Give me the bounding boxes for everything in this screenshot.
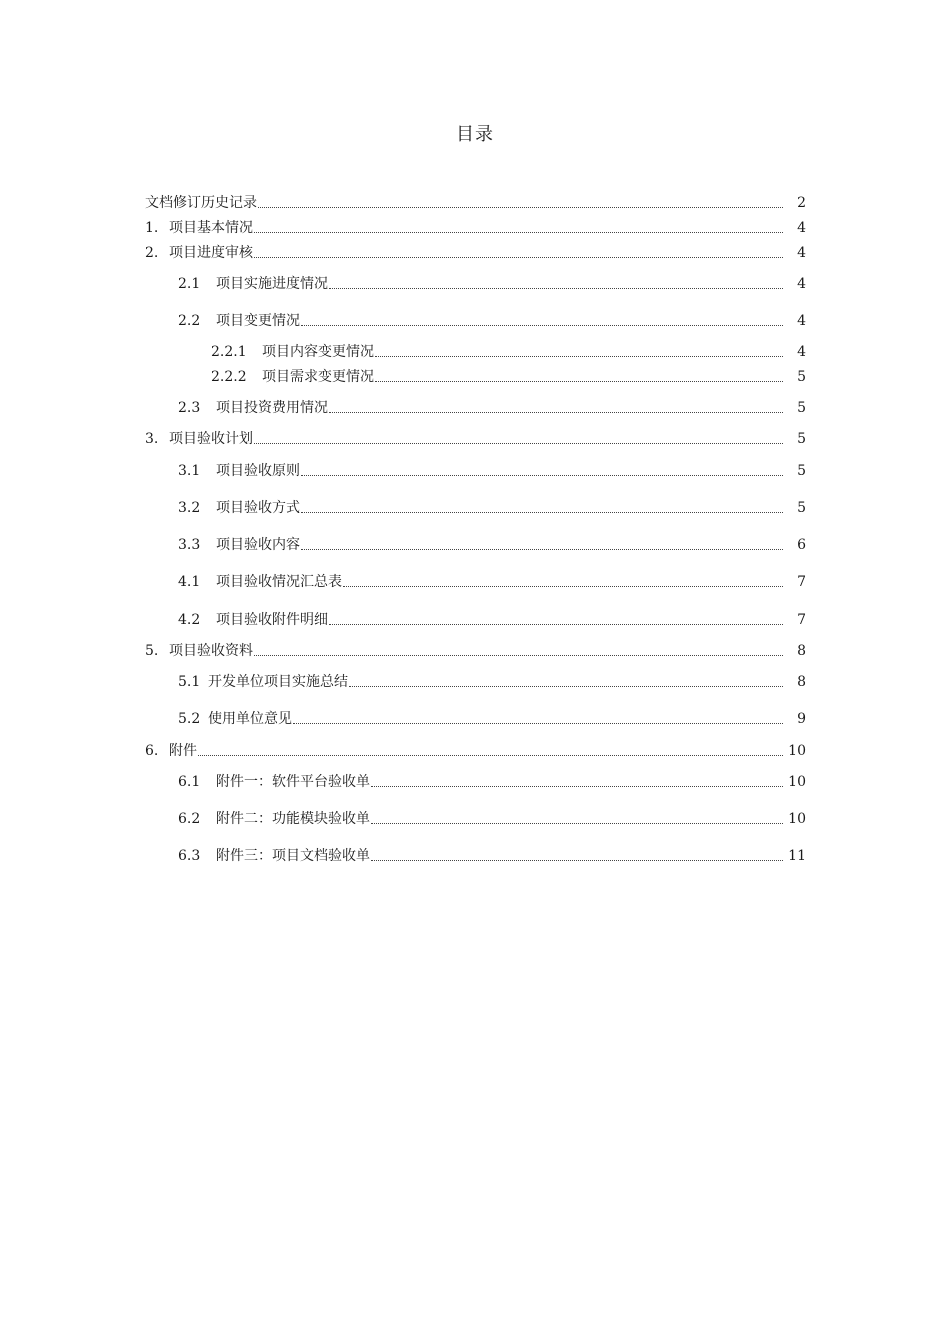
toc-entry[interactable]: [178, 808, 806, 828]
toc-entry[interactable]: [178, 609, 806, 629]
toc-entry-number: 2.1: [178, 276, 201, 292]
toc-entry-page: 6: [797, 537, 806, 553]
toc-entry-label: [145, 642, 253, 660]
toc-entry-page: 4: [797, 313, 806, 329]
toc-entry-page: 2: [797, 195, 806, 211]
toc-entry-text: 附件二：功能模块验收单: [216, 811, 370, 827]
toc-entry-number: 5.: [145, 643, 159, 659]
toc-entry-page: 7: [797, 574, 806, 590]
toc-entry-page: 5: [797, 431, 806, 447]
toc-entry-number: 2.2.1: [211, 344, 247, 360]
toc-entry-label: [145, 742, 197, 760]
toc-entry-label: [178, 573, 342, 591]
toc-leader: [371, 822, 783, 824]
toc-leader: [301, 474, 783, 476]
toc-entry-text: 项目基本情况: [169, 220, 253, 236]
toc-entry[interactable]: [178, 771, 806, 791]
toc-entry[interactable]: [145, 740, 806, 760]
toc-leader: [329, 287, 783, 289]
toc-entry-number: 3.: [145, 431, 159, 447]
toc-entry[interactable]: [211, 366, 806, 386]
toc-leader: [254, 442, 783, 444]
toc-entry-label: [178, 710, 292, 728]
toc-leader: [375, 380, 783, 382]
toc-leader: [371, 785, 783, 787]
toc-entry-page: 4: [797, 220, 806, 236]
toc-entry-page: 4: [797, 276, 806, 292]
toc-entry-label: [178, 462, 300, 480]
toc-entry[interactable]: [178, 571, 806, 591]
toc-leader: [301, 324, 783, 326]
toc-entry[interactable]: [178, 845, 806, 865]
toc-entry[interactable]: [145, 192, 806, 212]
toc-entry-text: 使用单位意见: [208, 711, 292, 727]
toc-entry-label: [178, 275, 328, 293]
toc-entry-page: 4: [797, 344, 806, 360]
toc-leader: [258, 206, 783, 208]
toc-entry[interactable]: [178, 497, 806, 517]
toc-entry-label: [145, 194, 257, 212]
toc-entry-text: 附件一：软件平台验收单: [216, 774, 370, 790]
toc-entry[interactable]: [145, 640, 806, 660]
toc-entry[interactable]: [178, 534, 806, 554]
toc-entry-page: 5: [797, 400, 806, 416]
toc-entry-label: [145, 219, 253, 237]
toc-entry-text: 项目实施进度情况: [216, 276, 328, 292]
toc-entry-label: [145, 244, 253, 262]
toc-leader: [293, 722, 783, 724]
toc-entry-number: 2.: [145, 245, 159, 261]
toc-entry-text: 项目投资费用情况: [216, 400, 328, 416]
toc-leader: [349, 685, 783, 687]
toc-entry-page: 5: [797, 463, 806, 479]
toc-entry-label: [211, 343, 374, 361]
toc-entry-label: [178, 847, 370, 865]
toc-entry-text: 项目变更情况: [216, 313, 300, 329]
toc-entry-label: [178, 399, 328, 417]
toc-entry[interactable]: [178, 708, 806, 728]
toc-entry-label: [178, 773, 370, 791]
toc-entry-page: 10: [788, 743, 806, 759]
toc-entry[interactable]: [178, 460, 806, 480]
toc-entry-text: 附件: [169, 743, 197, 759]
toc-entry-page: 8: [797, 643, 806, 659]
toc-leader: [301, 511, 783, 513]
toc-entry-label: [178, 810, 370, 828]
toc-entry-label: [178, 536, 300, 554]
toc-leader: [301, 548, 783, 550]
toc-entry-number: 6.2: [178, 811, 201, 827]
toc-entry[interactable]: [145, 242, 806, 262]
toc-leader: [198, 754, 783, 756]
toc-entry-text: 附件三：项目文档验收单: [216, 848, 370, 864]
toc-leader: [254, 231, 783, 233]
toc-entry-label: [178, 611, 328, 629]
toc-entry[interactable]: [178, 671, 806, 691]
toc-entry-page: 11: [788, 848, 806, 864]
toc-entry[interactable]: [178, 310, 806, 330]
toc-entry-label: [178, 499, 300, 517]
toc-entry-number: 4.1: [178, 574, 201, 590]
toc-entry-number: 6.3: [178, 848, 201, 864]
toc-entry-number: 6.: [145, 743, 159, 759]
toc-entry-number: 2.3: [178, 400, 201, 416]
toc-leader: [254, 256, 783, 258]
toc-leader: [375, 355, 783, 357]
toc-entry-text: 文档修订历史记录: [145, 195, 257, 211]
toc-entry-text: 项目需求变更情况: [262, 369, 374, 385]
toc-entry-page: 5: [797, 500, 806, 516]
toc-entry-label: [178, 312, 300, 330]
toc-leader: [329, 411, 783, 413]
toc-entry-number: 6.1: [178, 774, 201, 790]
toc-entry-number: 2.2.2: [211, 369, 247, 385]
toc-entry-number: 3.3: [178, 537, 201, 553]
toc-entry-number: 1.: [145, 220, 159, 236]
toc-entry[interactable]: [178, 273, 806, 293]
toc-entry-text: 开发单位项目实施总结: [208, 674, 348, 690]
toc-entry-page: 10: [788, 774, 806, 790]
toc-entry-text: 项目验收附件明细: [216, 612, 328, 628]
toc-leader: [254, 654, 783, 656]
toc-entry-text: 项目内容变更情况: [262, 344, 374, 360]
toc-entry-text: 项目验收原则: [216, 463, 300, 479]
toc-entry-text: 项目验收方式: [216, 500, 300, 516]
toc-leader: [343, 585, 783, 587]
toc-entry-text: 项目进度审核: [169, 245, 253, 261]
toc-entry-number: 5.1: [178, 674, 201, 690]
toc-entry[interactable]: [145, 217, 806, 237]
toc-leader: [371, 859, 783, 861]
toc-entry-page: 4: [797, 245, 806, 261]
toc-entry-page: 5: [797, 369, 806, 385]
toc-entry[interactable]: [145, 428, 806, 448]
toc-entry-label: [178, 673, 348, 691]
toc-entry[interactable]: [178, 397, 806, 417]
toc-entry-page: 7: [797, 612, 806, 628]
toc-entry-number: 5.2: [178, 711, 201, 727]
toc-leader: [329, 623, 783, 625]
toc-entry-text: 项目验收资料: [169, 643, 253, 659]
toc-entry-number: 4.2: [178, 612, 201, 628]
toc-entry-number: 3.1: [178, 463, 201, 479]
toc-entry-text: 项目验收内容: [216, 537, 300, 553]
toc-entry-text: 项目验收情况汇总表: [216, 574, 342, 590]
toc-entry-label: [145, 430, 253, 448]
toc-entry-page: 8: [797, 674, 806, 690]
toc-entry-text: 项目验收计划: [169, 431, 253, 447]
toc-entry-page: 9: [797, 711, 806, 727]
toc-entry-page: 10: [788, 811, 806, 827]
toc-entry-number: 2.2: [178, 313, 201, 329]
toc-entry[interactable]: [211, 341, 806, 361]
toc-entry-number: 3.2: [178, 500, 201, 516]
toc-entry-label: [211, 368, 374, 386]
toc-title: 目录: [456, 124, 494, 145]
